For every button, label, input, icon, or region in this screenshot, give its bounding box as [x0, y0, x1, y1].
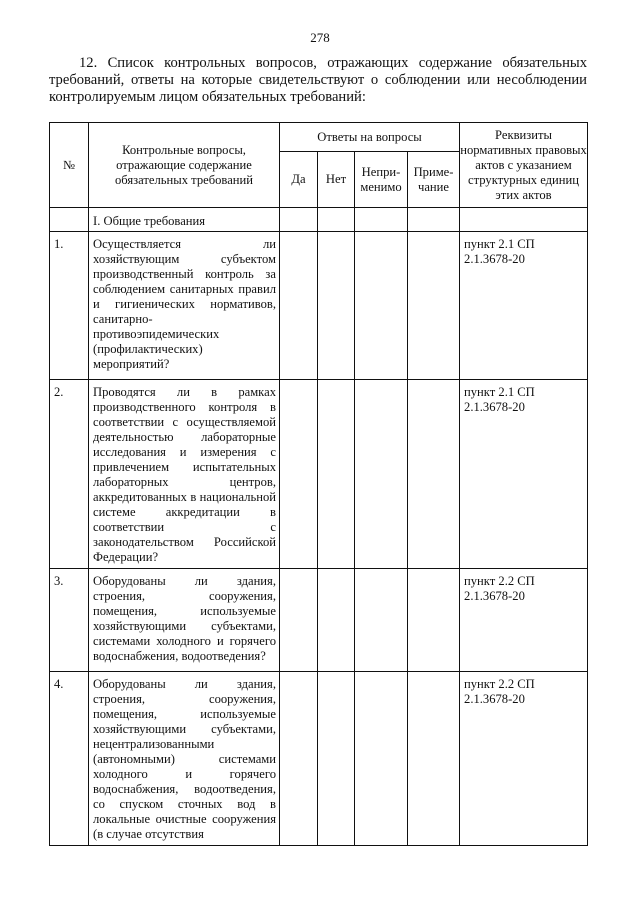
reference-text: пункт 2.2 СП 2.1.3678-20	[460, 672, 588, 846]
header-not-applicable: Непри-менимо	[355, 152, 408, 208]
answer-yes-cell	[280, 232, 318, 380]
reference-cell	[460, 208, 588, 232]
answer-yes-cell	[280, 569, 318, 672]
header-yes: Да	[280, 152, 318, 208]
answer-na-cell	[355, 380, 408, 569]
section-heading: 12. Список контрольных вопросов, отражающих содержание обязательных требований, ответы на которые свидетельствуют о соблюдении или несоблюдении контролируемым лицом обязательных требований:	[49, 55, 587, 105]
table-row	[50, 232, 588, 380]
header-requisites: Реквизиты нормативных правовых актов с указанием структурных единиц этих актов	[460, 123, 588, 208]
note-cell	[408, 380, 460, 569]
question-text: Оборудованы ли здания, строения, сооружения, помещения, используемые хозяйствующими субъектами, системами холодного и горячего водоснабжения, водоотведения?	[89, 569, 280, 672]
row-number: 1.	[50, 232, 89, 380]
section-row	[50, 208, 588, 232]
row-number: 2.	[50, 380, 89, 569]
reference-text: пункт 2.1 СП 2.1.3678-20	[460, 232, 588, 380]
section-title: I. Общие требования	[89, 208, 280, 232]
answer-na-cell	[355, 672, 408, 846]
question-text: Проводятся ли в рамках производственного контроля в соответствии с осуществляемой деятельностью лабораторные исследования и измерения с привлечением испытательных лабораторных центров, аккредитованных в национальной системе аккредитации в соответствии с законодательством Российской Федерации?	[89, 380, 280, 569]
answer-yes-cell	[280, 672, 318, 846]
answer-no-cell	[318, 232, 355, 380]
table-row	[50, 569, 588, 672]
note-cell	[408, 232, 460, 380]
page-number: 278	[310, 30, 330, 45]
header-num: №	[50, 123, 89, 208]
note-cell	[408, 569, 460, 672]
header-note: Приме-чание	[408, 152, 460, 208]
row-number: 4.	[50, 672, 89, 846]
table-row	[50, 672, 588, 846]
answer-cell	[318, 208, 355, 232]
reference-text: пункт 2.1 СП 2.1.3678-20	[460, 380, 588, 569]
answer-no-cell	[318, 380, 355, 569]
table-row	[50, 380, 588, 569]
answer-no-cell	[318, 672, 355, 846]
header-answers-group: Ответы на вопросы	[280, 123, 460, 152]
row-number: 3.	[50, 569, 89, 672]
answer-cell	[280, 208, 318, 232]
answer-cell	[408, 208, 460, 232]
question-text: Оборудованы ли здания, строения, сооружения, помещения, используемые хозяйствующими субъектами, нецентрализованными (автономными) системами холодного и горячего водоснабжения, водоотведения, со спуском сточных вод в локальные очистные сооружения (в случае отсутствия	[89, 672, 280, 846]
answer-na-cell	[355, 232, 408, 380]
answer-cell	[355, 208, 408, 232]
reference-text: пункт 2.2 СП 2.1.3678-20	[460, 569, 588, 672]
header-no: Нет	[318, 152, 355, 208]
answer-no-cell	[318, 569, 355, 672]
question-text: Осуществляется ли хозяйствующим субъектом производственный контроль за соблюдением санитарных правил и гигиенических нормативов, санитарно-противоэпидемических (профилактических) мероприятий?	[89, 232, 280, 380]
answer-yes-cell	[280, 380, 318, 569]
header-questions: Контрольные вопросы, отражающие содержание обязательных требований	[89, 123, 280, 208]
header-row-1	[50, 123, 588, 152]
note-cell	[408, 672, 460, 846]
answer-na-cell	[355, 569, 408, 672]
section-num-cell	[50, 208, 89, 232]
requirements-table	[49, 122, 588, 846]
